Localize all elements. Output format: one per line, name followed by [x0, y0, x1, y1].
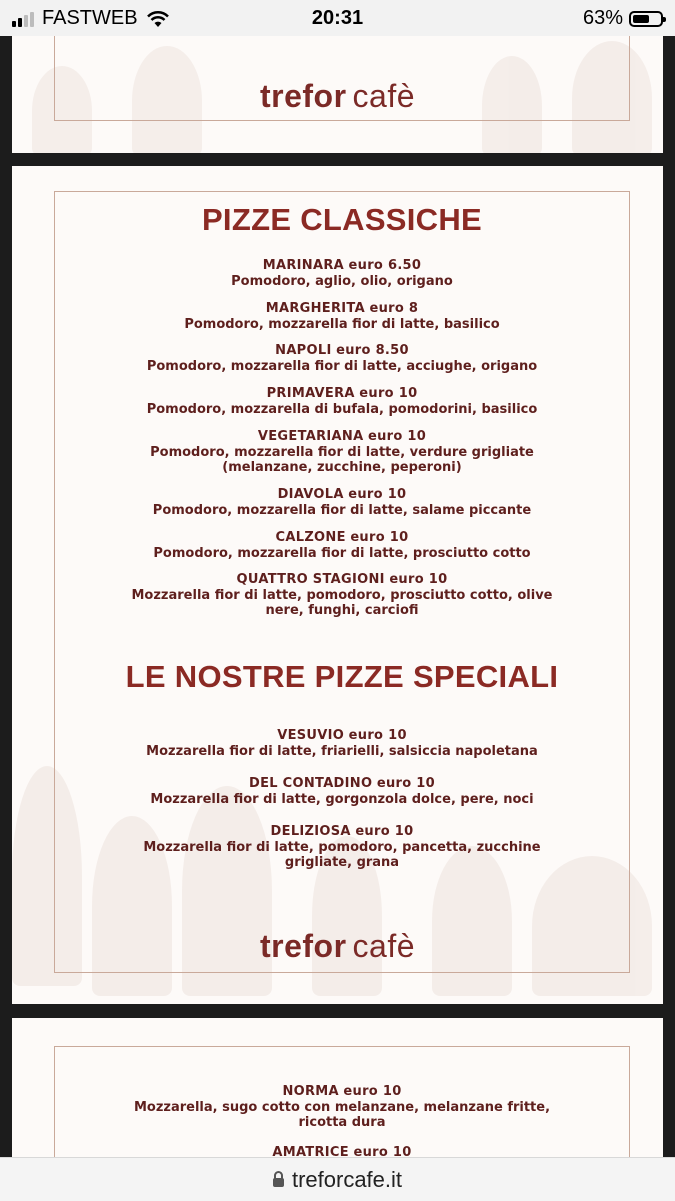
menu-item-description: Mozzarella fior di latte, friarielli, salsiccia napoletana [146, 743, 538, 759]
url-text[interactable]: treforcafe.it [291, 1166, 403, 1192]
menu-item-header [54, 824, 630, 840]
menu-item-price: euro 10 [350, 530, 409, 545]
menu-item-description: nere, funghi, carciofi [265, 603, 419, 618]
menu-item-price: euro 10 [353, 1145, 412, 1157]
menu-item-description: ricotta dura [298, 1115, 386, 1130]
special-section [54, 659, 630, 695]
menu-item-header [54, 487, 630, 503]
status-bar [0, 0, 675, 36]
menu-item-description: (melanzane, zucchine, peperoni) [222, 460, 462, 475]
menu-item-price: euro 10 [376, 776, 435, 791]
menu-item-header [54, 776, 630, 792]
menu-item-name: CALZONE [275, 530, 346, 545]
menu-item-description: Pomodoro, mozzarella fior di latte, basilico [184, 316, 500, 332]
menu-item-name: MARGHERITA [265, 301, 365, 316]
menu-item-description: Pomodoro, mozzarella fior di latte, prosciutto cotto [153, 545, 531, 561]
menu-item-header [54, 343, 630, 359]
menu-item-price: euro 6.50 [348, 258, 422, 273]
brand-logo [12, 78, 663, 115]
brand-logo-bold: trefor [259, 78, 347, 114]
status-right [583, 7, 663, 30]
menu-item-description: Mozzarella fior di latte, pomodoro, pancetta, zucchine [143, 839, 541, 855]
menu-item [54, 1084, 630, 1131]
menu-page-2 [12, 166, 663, 1004]
brand-logo-bold: trefor [259, 928, 347, 964]
brand-logo [12, 928, 663, 965]
menu-item-name: DELIZIOSA [270, 824, 351, 839]
menu-item-price: euro 10 [389, 572, 448, 587]
menu-item-name: AMATRICE [272, 1145, 349, 1157]
menu-item-name: PRIMAVERA [266, 386, 355, 401]
menu-item-price: euro 10 [359, 386, 418, 401]
menu-page-3 [12, 1018, 663, 1157]
lock-icon [273, 1178, 284, 1187]
menu-item-price: euro 8.50 [336, 343, 409, 358]
menu-item-name: DEL CONTADINO [248, 776, 373, 791]
menu-item-price: euro 10 [348, 487, 407, 502]
battery-percent: 63% [582, 7, 623, 29]
menu-item-description: Mozzarella fior di latte, gorgonzola dolce, pere, noci [150, 791, 534, 807]
menu-item-price: euro 10 [348, 728, 407, 743]
menu-item [54, 487, 630, 518]
brand-logo-light: cafè [352, 78, 416, 114]
menu-item-name: VESUVIO [277, 728, 345, 743]
menu-item [54, 301, 630, 332]
menu-item-description: Mozzarella, sugo cotto con melanzane, melanzane fritte, [133, 1099, 551, 1115]
menu-item [54, 776, 630, 807]
menu-item-header [54, 728, 630, 744]
menu-item-name: NORMA [282, 1084, 339, 1099]
menu-item-price: euro 10 [343, 1084, 402, 1099]
menu-item-header [54, 530, 630, 546]
menu-item [54, 572, 630, 619]
menu-item-header [54, 386, 630, 402]
menu-item [54, 1145, 630, 1157]
menu-item [54, 530, 630, 561]
menu-item [54, 386, 630, 417]
menu-item-description: Pomodoro, aglio, olio, origano [231, 273, 453, 289]
classic-section [54, 202, 630, 238]
menu-item-name: MARINARA [262, 258, 344, 273]
menu-item-header [54, 572, 630, 588]
section-title-special: LE NOSTRE PIZZE SPECIALI [125, 659, 559, 694]
brand-logo-light: cafè [352, 928, 416, 964]
menu-item-header [54, 429, 630, 445]
menu-item-price: euro 8 [369, 301, 419, 316]
menu-item-name: VEGETARIANA [257, 429, 364, 444]
menu-item-price: euro 10 [355, 824, 414, 839]
menu-item [54, 728, 630, 759]
menu-item-description: Mozzarella fior di latte, pomodoro, prosciutto cotto, olive [131, 587, 553, 603]
menu-item-name: NAPOLI [275, 343, 332, 358]
section-title-classic: PIZZE CLASSICHE [201, 202, 483, 237]
carrier-label: FASTWEB [42, 7, 138, 29]
menu-item [54, 343, 630, 374]
menu-item-header [54, 301, 630, 317]
clock: 20:31 [311, 7, 364, 29]
url-bar[interactable] [0, 1157, 675, 1201]
battery-icon [629, 11, 663, 27]
menu-item-description: Pomodoro, mozzarella di bufala, pomodorini, basilico [146, 401, 538, 417]
menu-item-price: euro 10 [367, 429, 427, 444]
menu-page-1 [12, 36, 663, 153]
menu-item-name: DIAVOLA [277, 487, 344, 502]
menu-item-description: Pomodoro, mozzarella fior di latte, salame piccante [152, 502, 532, 518]
menu-item-header [54, 1145, 630, 1157]
menu-item [54, 824, 630, 871]
menu-item [54, 258, 630, 289]
menu-item-description: grigliate, grana [284, 855, 400, 870]
menu-item-header [54, 258, 630, 274]
menu-item-description: Pomodoro, mozzarella fior di latte, acciughe, origano [146, 358, 538, 374]
menu-item-description: Pomodoro, mozzarella fior di latte, verdure grigliate [150, 444, 534, 460]
menu-item-name: QUATTRO STAGIONI [236, 572, 385, 587]
menu-item [54, 429, 630, 476]
menu-item-header [54, 1084, 630, 1100]
battery-fill [633, 15, 649, 23]
